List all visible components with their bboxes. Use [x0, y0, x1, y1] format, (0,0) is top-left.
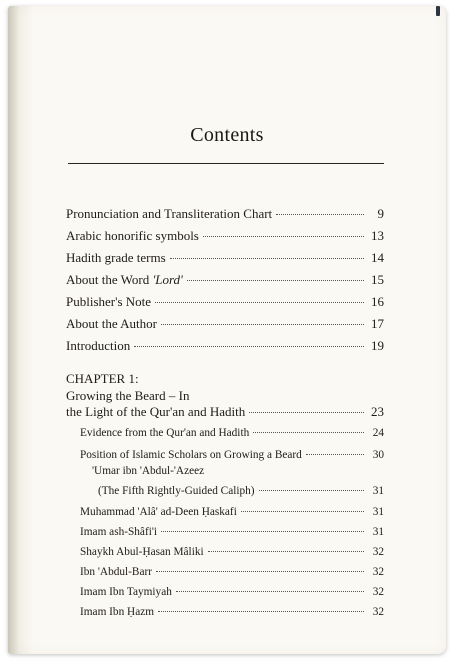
section-page: 24 [372, 427, 384, 439]
toc-entry-label: Introduction [66, 338, 131, 353]
leader-dots [253, 432, 364, 433]
toc-entry-label-prefix: About the Word [66, 272, 153, 287]
scholar-label: Imam Ibn Ḥazm [80, 606, 155, 618]
toc-entry-label: Publisher's Note [66, 294, 152, 309]
scholar-label: Shaykh Abul-Ḥasan Mâliki [80, 546, 204, 558]
chapter-title-entry[interactable] [66, 404, 384, 424]
toc-entry-label-italic: 'Lord' [152, 272, 183, 287]
leader-dots [161, 531, 364, 532]
section-label: Position of Islamic Scholars on Growing a Beard [80, 449, 302, 461]
chapter-title-page: 23 [371, 404, 384, 419]
leader-dots [276, 214, 364, 215]
scholar-label: Imam ash-Shâfi'i [80, 526, 158, 538]
leader-dots [158, 611, 364, 612]
scholar-page: 32 [372, 586, 384, 598]
section-page: 30 [372, 449, 384, 461]
leader-dots [203, 236, 364, 237]
scholar-entry[interactable] [80, 605, 384, 625]
toc-entry-label [66, 272, 183, 288]
scholar-label: Imam Ibn Taymiyah [80, 586, 172, 598]
toc-entry[interactable] [66, 316, 384, 338]
leader-dots [156, 571, 364, 572]
leader-dots [208, 551, 364, 552]
toc-entry-label: Hadith grade terms [66, 250, 166, 265]
toc-entry-page: 13 [371, 228, 384, 243]
toc-entry-label: About the Author [66, 316, 157, 331]
book-page [8, 6, 446, 654]
chapter-title-line1: Growing the Beard – In [66, 388, 190, 403]
scholar-entry[interactable] [80, 565, 384, 585]
toc-entry[interactable] [66, 228, 384, 250]
title-rule [68, 163, 384, 164]
leader-dots [249, 412, 364, 413]
scholar-entry[interactable] [80, 505, 384, 525]
leader-dots [259, 490, 364, 491]
toc-entry-page: 9 [377, 206, 384, 221]
chapter-heading: CHAPTER 1: [66, 371, 139, 386]
scholar-line2: (The Fifth Rightly-Guided Caliph) [98, 485, 255, 497]
scholar-line1: 'Umar ibn 'Abdul-'Azeez [92, 465, 205, 477]
scholar-entry[interactable] [92, 484, 384, 505]
toc-entry[interactable] [66, 272, 384, 294]
leader-dots [306, 454, 364, 455]
scholar-entry[interactable] [80, 525, 384, 545]
contents-title: Contents [190, 124, 264, 146]
toc-entry-label: Arabic honorific symbols [66, 228, 199, 243]
toc-entry-page: 15 [371, 272, 384, 287]
leader-dots [161, 324, 364, 325]
leader-dots [241, 511, 364, 512]
toc-entry-page: 19 [371, 338, 384, 353]
leader-dots [134, 346, 364, 347]
scholar-label: Muhammad 'Alâ' ad-Deen Ḥaskafi [80, 506, 237, 518]
section-label: Evidence from the Qur'an and Hadith [80, 427, 250, 439]
scholar-page: 32 [372, 566, 384, 578]
scholar-entry[interactable] [80, 585, 384, 605]
corner-mark [436, 6, 440, 16]
section-entry[interactable] [80, 448, 384, 464]
scholar-page: 32 [372, 606, 384, 618]
scholar-page: 31 [372, 485, 384, 497]
scholar-label: Ibn 'Abdul-Barr [80, 566, 152, 578]
leader-dots [176, 591, 364, 592]
toc-entry[interactable] [66, 206, 384, 228]
toc-entry-page: 17 [371, 316, 384, 331]
toc-entry-page: 14 [371, 250, 384, 265]
table-of-contents [66, 206, 384, 625]
toc-entry[interactable] [66, 294, 384, 316]
toc-entry-page: 16 [371, 294, 384, 309]
leader-dots [170, 258, 364, 259]
leader-dots [187, 280, 364, 281]
toc-entry[interactable] [66, 250, 384, 272]
chapter-title-line2: the Light of the Qur'an and Hadith [66, 404, 246, 419]
leader-dots [155, 302, 364, 303]
scholar-entry[interactable] [80, 545, 384, 565]
scholar-page: 32 [372, 546, 384, 558]
spine-shadow [8, 6, 34, 654]
scholar-page: 31 [372, 506, 384, 518]
scholar-page: 31 [372, 526, 384, 538]
section-entry[interactable] [80, 426, 384, 446]
toc-entry[interactable] [66, 338, 384, 360]
toc-entry-label: Pronunciation and Transliteration Chart [66, 206, 273, 221]
